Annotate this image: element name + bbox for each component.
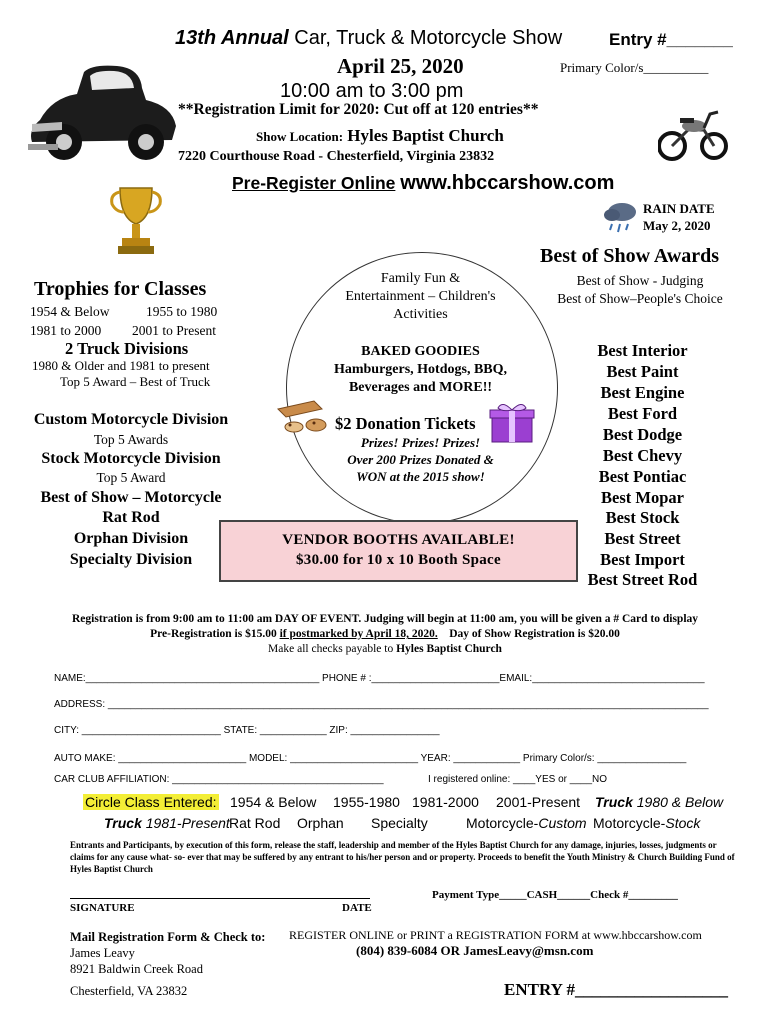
trophies-heading: Trophies for Classes xyxy=(34,278,207,300)
website-link[interactable]: www.hbccarshow.com xyxy=(400,172,615,194)
award-item: Best Paint xyxy=(606,362,679,381)
rat-rod-division: Rat Rod xyxy=(102,509,160,526)
award-item: Best Mopar xyxy=(601,488,684,507)
custom-motorcycle-division: Custom Motorcycle Division xyxy=(33,411,229,428)
award-item: Best Dodge xyxy=(602,425,683,444)
stock-motorcycle-award: Top 5 Award xyxy=(96,470,166,485)
class-list: 1954 & Below 1955 to 1980 1981 to 2000 2001 to Present xyxy=(30,304,218,338)
payment-type-field[interactable]: Payment Type_____CASH______Check #_________ xyxy=(432,889,678,901)
award-item: Best Interior xyxy=(597,341,688,360)
class-option[interactable]: 1954 & Below xyxy=(230,794,317,810)
class-option[interactable]: Motorcycle-Custom xyxy=(466,815,587,831)
award-item: Best Ford xyxy=(607,404,678,423)
class-option[interactable]: 2001-Present xyxy=(496,794,581,810)
donation-tickets: $2 Donation Tickets xyxy=(335,414,476,433)
date-label: DATE xyxy=(342,902,372,914)
mail-address-block: Mail Registration Form & Check to: James Leavy 8921 Baldwin Creek Road Chesterfield, VA 23832 xyxy=(70,930,266,998)
best-of-show-types: Best of Show - Judging Best of Show–People's Choice xyxy=(557,273,723,306)
class-option[interactable]: Specialty xyxy=(371,815,428,831)
entry-number-bottom: ENTRY #__________________ xyxy=(504,980,729,999)
stock-motorcycle-division: Stock Motorcycle Division xyxy=(41,450,221,467)
best-of-show-motorcycle: Best of Show – Motorcycle xyxy=(40,489,222,506)
city-state-zip-field[interactable]: CITY: _________________________ STATE: ____________ ZIP: ________________ xyxy=(54,725,440,736)
auto-make-model-field[interactable]: AUTO MAKE: _______________________ MODEL: _______________________ YEAR: ____________ Primary Color/s: ________________ xyxy=(54,753,687,764)
baked-goodies: BAKED GOODIES Hamburgers, Hotdogs, BBQ, Beverages and MORE!! xyxy=(333,344,508,395)
award-item: Best Street xyxy=(604,529,681,548)
registration-limit: **Registration Limit for 2020: Cut off at 120 entries** xyxy=(178,101,539,118)
show-location: Show Location: Hyles Baptist Church xyxy=(256,126,504,145)
vendor-booths-box: VENDOR BOOTHS AVAILABLE! $30.00 for 10 x 10 Booth Space xyxy=(219,520,578,582)
class-option[interactable]: Rat Rod xyxy=(229,815,281,831)
class-option[interactable]: 1955-1980 xyxy=(333,794,400,810)
class-option[interactable]: Truck 1981-Present xyxy=(104,815,230,831)
trophy-icon xyxy=(108,182,164,258)
specialty-division: Specialty Division xyxy=(69,551,193,568)
prizes-text: Prizes! Prizes! Prizes! Over 200 Prizes Donated & WON at the 2015 show! xyxy=(347,435,494,484)
award-item: Best Engine xyxy=(600,383,685,402)
award-item: Best Import xyxy=(600,550,685,569)
show-date: April 25, 2020 xyxy=(337,54,464,78)
name-phone-email-field[interactable]: NAME:__________________________________________ PHONE # :_______________________EMAIL:_______________________________ xyxy=(54,673,705,684)
car-club-field[interactable]: CAR CLUB AFFILIATION: ______________________________________ xyxy=(54,774,384,785)
award-item: Best Street Rod xyxy=(587,570,698,589)
award-item: Best Chevy xyxy=(602,446,683,465)
truck-divisions-text: 1980 & Older and 1981 to present Top 5 Award – Best of Truck xyxy=(32,358,211,389)
address-field[interactable]: ADDRESS: ____________________________________________________________________________________________________________ xyxy=(54,699,709,710)
contact-phone-email: (804) 839-6084 OR JamesLeavy@msn.com xyxy=(356,943,594,958)
show-time: 10:00 am to 3:00 pm xyxy=(280,80,464,102)
registration-info: Registration is from 9:00 am to 11:00 am DAY OF EVENT. Judging will begin at 11:00 am, you will be given a # Card to display Pre-Registration is $15.00 if postmarked by April 18, 2020. Day of Show Registration is $20.00 Make all checks payable to Hyles Baptist Church xyxy=(71,613,699,655)
registered-online-field[interactable]: I registered online: ____YES or ____NO xyxy=(428,774,607,785)
class-option[interactable]: Motorcycle-Stock xyxy=(593,815,701,831)
award-item: Best Pontiac xyxy=(598,467,687,486)
classic-car-icon xyxy=(22,58,182,168)
class-option[interactable]: Orphan xyxy=(297,815,344,831)
signature-label: SIGNATURE xyxy=(70,902,135,914)
entry-number: Entry #_______ xyxy=(609,30,733,49)
primary-colors-field: Primary Color/s__________ xyxy=(560,60,709,75)
family-fun: Family Fun & Entertainment – Children's Activities xyxy=(345,271,496,322)
show-address: 7220 Courthouse Road - Chesterfield, Virginia 23832 xyxy=(178,149,495,164)
truck-divisions-heading: 2 Truck Divisions xyxy=(65,339,189,358)
rain-cloud-icon xyxy=(602,200,640,234)
circle-class-label: Circle Class Entered: xyxy=(85,794,217,810)
rain-date: RAIN DATE May 2, 2020 xyxy=(643,201,715,233)
pre-register-online: Pre-Register Online www.hbccarshow.com xyxy=(232,172,615,194)
signature-line[interactable] xyxy=(70,898,370,899)
orphan-division: Orphan Division xyxy=(73,530,189,547)
class-option[interactable]: 1981-2000 xyxy=(412,794,479,810)
custom-motorcycle-award: Top 5 Awards xyxy=(93,432,169,447)
baked-goods-icon xyxy=(274,395,334,437)
best-of-show-heading: Best of Show Awards xyxy=(540,245,720,267)
class-option[interactable]: Truck 1980 & Below xyxy=(595,794,724,810)
legal-release: Entrants and Participants, by execution of this form, release the staff, leadership and member of the Hyles Baptist Church for any damage, injuries, losses, judgments or claims for any cause what- so- ever that may be suffered by any entrant to his/her person and or property. Proceeds to benefit the Youth Ministry & Church Building Fund of Hyles Baptist Church xyxy=(70,840,735,874)
award-item: Best Stock xyxy=(605,508,680,527)
motorcycle-icon xyxy=(658,100,728,166)
register-online-text: REGISTER ONLINE or PRINT a REGISTRATION FORM at www.hbccarshow.com xyxy=(289,928,702,942)
show-title: 13th Annual Car, Truck & Motorcycle Show xyxy=(175,27,563,49)
